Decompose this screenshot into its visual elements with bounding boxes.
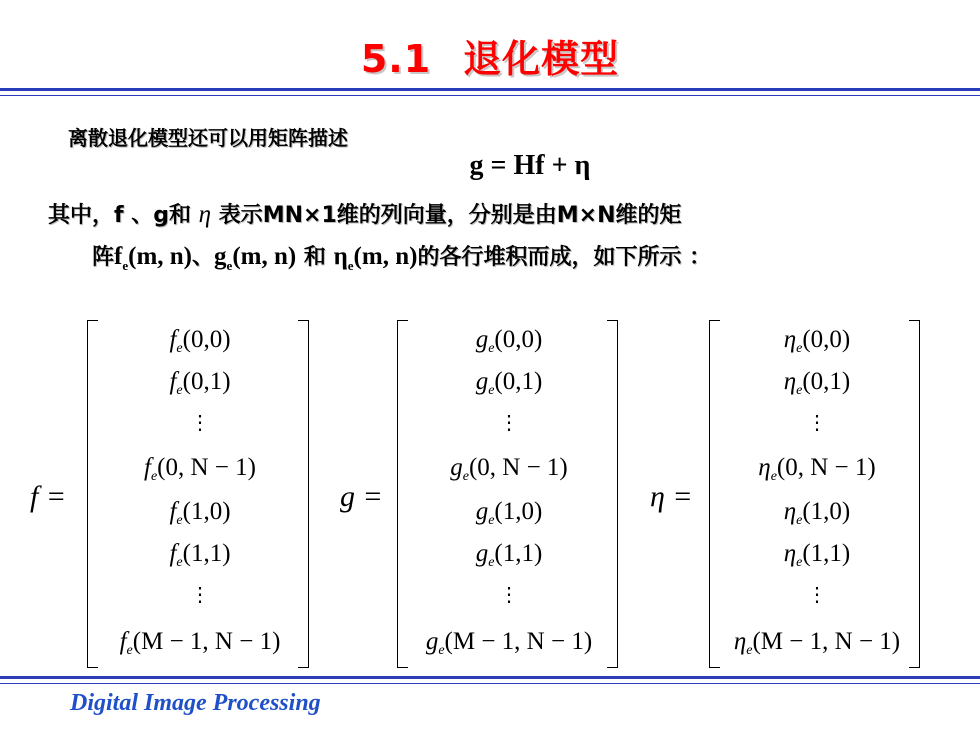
desc1-suffix: 表示MN×1维的列向量，分别是由M×N维的矩 — [218, 203, 682, 228]
matrix-entry — [100, 406, 300, 446]
bottom-divider-thin — [0, 683, 980, 684]
desc2-suffix: 的各行堆积而成，如下所示 ： — [417, 245, 712, 270]
entry-symbol: f — [169, 368, 177, 395]
matrix-entry — [100, 320, 300, 360]
matrix-entry — [100, 578, 300, 618]
entry-subscript: e — [770, 469, 777, 484]
entry-symbol: g — [475, 368, 489, 395]
entry-index: (1,1) — [182, 540, 231, 567]
intro-text: 离散退化模型还可以用矩阵描述 — [68, 126, 348, 150]
matrix-entry — [719, 448, 915, 488]
matrix-entry — [719, 578, 915, 618]
entry-symbol: f — [169, 326, 177, 353]
vertical-ellipsis: ⋮ — [190, 584, 210, 606]
entry-index: (1,1) — [802, 540, 851, 567]
entry-index: (0,0) — [802, 326, 851, 353]
entry-subscript: e — [746, 643, 753, 658]
entry-subscript: e — [438, 643, 445, 658]
matrix-entry — [100, 448, 300, 488]
top-divider — [0, 88, 980, 91]
entry-symbol: g — [450, 454, 463, 481]
entry-subscript: e — [796, 513, 803, 528]
etae-args: (m, n) — [353, 243, 418, 270]
matrix-label: g = — [340, 480, 383, 513]
description-line-2 — [92, 240, 972, 274]
entry-symbol: g — [475, 498, 489, 525]
and-word: 和 — [303, 245, 326, 270]
desc2-prefix: 阵 — [92, 245, 115, 270]
fe-symbol: f — [114, 243, 123, 270]
entry-subscript: e — [796, 341, 803, 356]
entry-index: (0, N − 1) — [468, 454, 568, 481]
entry-symbol: η — [783, 326, 797, 353]
matrix-eta — [645, 320, 935, 666]
entry-index: (0,0) — [494, 326, 543, 353]
entry-symbol: η — [758, 454, 771, 481]
vertical-ellipsis: ⋮ — [499, 584, 519, 606]
entry-index: (0,1) — [802, 368, 851, 395]
description-line-1 — [48, 198, 968, 229]
matrix-entry — [100, 622, 300, 662]
matrix-entry — [719, 406, 915, 446]
vertical-ellipsis: ⋮ — [807, 412, 827, 434]
matrix-f — [30, 320, 320, 666]
vertical-ellipsis: ⋮ — [190, 412, 210, 434]
matrix-entry — [407, 622, 611, 662]
entry-index: (0, N − 1) — [157, 454, 256, 481]
entry-symbol: f — [169, 540, 177, 567]
entry-subscript: e — [176, 341, 183, 356]
ge-args: (m, n) — [232, 243, 297, 270]
desc1-prefix: 其中，f 、g和 — [48, 203, 191, 228]
matrix-entry — [719, 320, 915, 360]
eta-symbol: η — [198, 201, 212, 228]
section-number: 5.1 — [360, 37, 432, 81]
entry-subscript: e — [462, 469, 469, 484]
fe-args: (m, n) — [128, 243, 193, 270]
entry-symbol: η — [783, 540, 797, 567]
entry-subscript: e — [488, 341, 495, 356]
entry-subscript: e — [126, 643, 133, 658]
matrix-entry — [407, 534, 611, 574]
entry-index: (0,1) — [182, 368, 231, 395]
entry-subscript: e — [796, 555, 803, 570]
matrix-entry — [719, 534, 915, 574]
entry-subscript: e — [176, 513, 183, 528]
entry-subscript: e — [488, 555, 495, 570]
entry-symbol: f — [144, 454, 151, 481]
entry-subscript: e — [176, 555, 183, 570]
etae-symbol: η — [333, 243, 348, 270]
matrix-entry — [407, 492, 611, 532]
entry-symbol: η — [733, 628, 747, 655]
matrix-label: f = — [30, 480, 67, 513]
matrix-entry — [100, 534, 300, 574]
matrix-entry — [719, 362, 915, 402]
entry-symbol: g — [425, 628, 439, 655]
entry-subscript: e — [488, 513, 495, 528]
entry-index: (M − 1, N − 1) — [444, 628, 593, 655]
matrix-entry — [100, 492, 300, 532]
footer-course-title: Digital Image Processing — [70, 690, 321, 716]
entry-index: (0,1) — [494, 368, 543, 395]
entry-subscript: e — [488, 383, 495, 398]
etae-subscript: e — [347, 258, 354, 273]
entry-index: (M − 1, N − 1) — [752, 628, 901, 655]
entry-symbol: η — [783, 498, 797, 525]
entry-symbol: η — [783, 368, 797, 395]
entry-index: (0,0) — [182, 326, 231, 353]
entry-index: (0, N − 1) — [776, 454, 876, 481]
entry-index: (1,0) — [182, 498, 231, 525]
entry-index: (1,0) — [494, 498, 543, 525]
entry-symbol: g — [475, 326, 489, 353]
ge-subscript: e — [226, 258, 233, 273]
degradation-equation: g = Hf + η — [469, 150, 591, 181]
separator: 、 — [192, 245, 215, 270]
section-title: 退化模型 — [463, 37, 620, 81]
matrix-g — [335, 320, 625, 666]
entry-symbol: g — [475, 540, 489, 567]
entry-subscript: e — [176, 383, 183, 398]
entry-subscript: e — [150, 469, 158, 484]
slide-title — [0, 28, 980, 83]
matrix-entry — [719, 622, 915, 662]
matrix-label: η = — [650, 480, 693, 513]
matrix-entry — [407, 578, 611, 618]
matrix-entry — [407, 320, 611, 360]
matrix-entry — [407, 362, 611, 402]
vertical-ellipsis: ⋮ — [499, 412, 519, 434]
top-divider-thin — [0, 95, 980, 96]
entry-index: (1,1) — [494, 540, 543, 567]
left-bracket — [87, 320, 98, 668]
entry-symbol: f — [169, 498, 177, 525]
matrix-entry — [407, 406, 611, 446]
vertical-ellipsis: ⋮ — [807, 584, 827, 606]
entry-index: (1,0) — [802, 498, 851, 525]
entry-index: (M − 1, N − 1) — [132, 628, 281, 655]
matrix-entry — [407, 448, 611, 488]
matrix-entry — [719, 492, 915, 532]
matrix-entry — [100, 362, 300, 402]
bottom-divider — [0, 676, 980, 679]
fe-subscript: e — [122, 258, 129, 273]
entry-subscript: e — [796, 383, 803, 398]
ge-symbol: g — [214, 243, 227, 270]
entry-symbol: f — [119, 628, 127, 655]
